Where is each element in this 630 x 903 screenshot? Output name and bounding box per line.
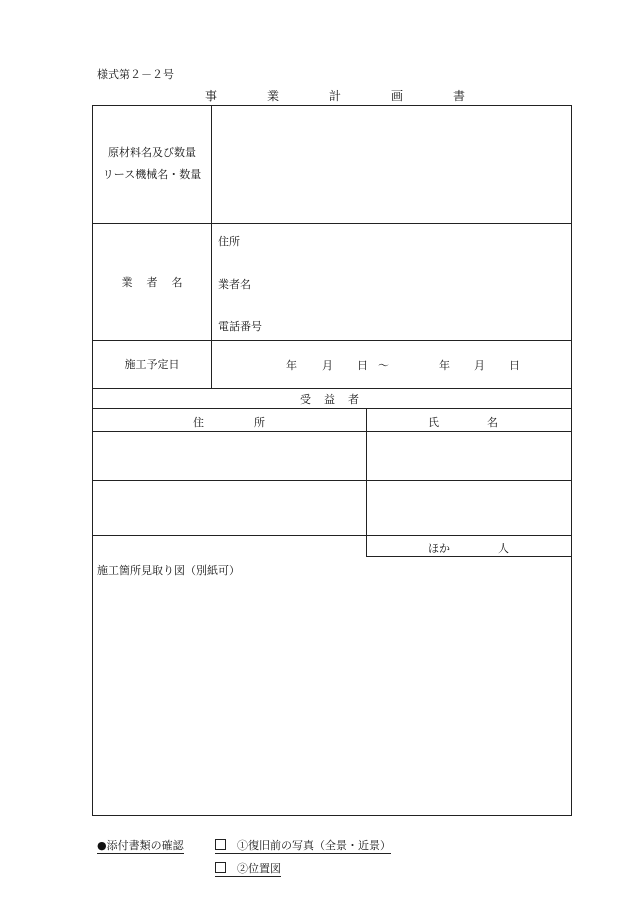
- contractor-address-label: 住所: [218, 235, 240, 248]
- sketch-area[interactable]: [93, 580, 571, 815]
- beneficiary-address-cell[interactable]: [93, 432, 366, 480]
- start-day-unit: 日: [357, 359, 368, 372]
- document-title: [205, 87, 465, 104]
- row-divider: [366, 556, 572, 557]
- beneficiary-address-cell[interactable]: [93, 481, 366, 535]
- materials-label: 原材料名及び数量 リース機械名・数量: [102, 146, 202, 181]
- contractor-phone-label: 電話番号: [218, 320, 262, 333]
- start-month-unit: 月: [322, 359, 333, 372]
- contractor-name-label: 業者名: [218, 278, 251, 291]
- title-char: 計: [328, 89, 341, 103]
- sketch-label: 施工箇所見取り図（別紙可）: [97, 564, 240, 577]
- row-divider: [92, 388, 572, 389]
- attachments-heading: ●添付書類の確認: [97, 839, 184, 852]
- attachment-item-location-map[interactable]: ②位置図: [215, 860, 281, 876]
- title-char: 画: [390, 89, 403, 103]
- beneficiary-name-cell[interactable]: [367, 481, 571, 535]
- end-year-unit: 年: [439, 359, 450, 372]
- title-char: 書: [452, 89, 465, 103]
- table-border-bottom: [92, 815, 572, 816]
- row-divider: [92, 408, 572, 409]
- attachment-item-photos[interactable]: ①復旧前の写真（全景・近景）: [215, 837, 391, 853]
- title-char: 事: [205, 89, 218, 103]
- contractor-label: 業 者 名: [121, 275, 183, 289]
- range-tilde: ～: [378, 359, 389, 372]
- end-day-unit: 日: [509, 359, 520, 372]
- end-month-unit: 月: [474, 359, 485, 372]
- title-char: 業: [266, 89, 279, 103]
- schedule-label: 施工予定日: [124, 358, 180, 371]
- row-divider: [92, 535, 572, 536]
- checkbox-icon[interactable]: [215, 862, 226, 873]
- table-border-right: [571, 105, 572, 816]
- start-year-unit: 年: [286, 359, 297, 372]
- form-number: 様式第２－２号: [97, 68, 174, 81]
- checkbox-icon[interactable]: [215, 839, 226, 850]
- materials-field[interactable]: [212, 106, 571, 223]
- beneficiary-name-cell[interactable]: [367, 432, 571, 480]
